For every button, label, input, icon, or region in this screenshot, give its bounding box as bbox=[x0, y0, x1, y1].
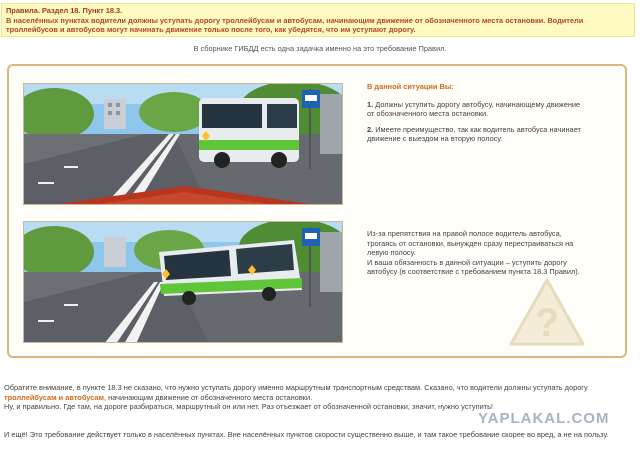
answer-paragraph-1: Из-за препятствия на правой полосе водитель автобуса, трогаясь от остановки, вынужден сразу перестраиваться на левую полосу. bbox=[367, 229, 574, 258]
note-paragraph bbox=[4, 383, 634, 412]
answer-paragraph-2: И ваша обязанность в данной ситуации – уступить дорогу автобусу (в соответствие с требованием пункта 18.3 Правил). bbox=[367, 257, 580, 277]
option-2: 2. Имеете преимущество, так как водитель автобуса начинает движение с выездом на вторую полосу. bbox=[367, 124, 581, 144]
option-1: 1. Должны уступить дорогу автобусу, начинающему движение от обозначенного места остановки. bbox=[367, 99, 581, 119]
quiz-panel bbox=[7, 64, 627, 358]
svg-text:?: ? bbox=[534, 301, 560, 345]
note-line-3: И ещё! Это требование действует только в населённых пунктах. Вне населённых пунктов скорости существенно выше, и там такое требование скорее во вред, а не на пользу. bbox=[4, 430, 609, 439]
note-line-2: Ну, и правильно. Где там, на дороге разбираться, маршрутный он или нет. Раз отъезжает от обозначенной остановки, значит, нужно уступить! bbox=[4, 402, 493, 412]
road-photo-answer bbox=[23, 221, 343, 343]
site-watermark: YAPLAKAL.COM bbox=[478, 410, 610, 427]
note-line-1: Обратите внимание, в пункте 18.3 не сказано, что нужно уступать дорогу именно маршрутным транспортным средствам. Сказано, что водители должны уступать дорогу троллейбусам и автобусам, начинающим движение от обозначенного места остановки. bbox=[4, 383, 588, 402]
rule-title: Правила. Раздел 18. Пункт 18.3. bbox=[6, 6, 123, 15]
question-heading: В данной ситуации Вы: bbox=[367, 82, 454, 91]
intro-text: В сборнике ГИБДД есть одна задачка именно на это требование Правил. bbox=[193, 44, 447, 53]
question-block bbox=[367, 82, 587, 150]
rule-text: В населённых пунктах водители должны уступать дорогу троллейбусам и автобусам, начинающим движение от обозначенного места остановки. Водители троллейбусов и автобусов могут начинать движение только после того, как убедятся, что им уступают дорогу. bbox=[6, 15, 584, 34]
answer-block bbox=[367, 229, 587, 277]
warning-question-icon bbox=[507, 276, 587, 350]
road-photo-question bbox=[23, 83, 343, 205]
rule-box bbox=[1, 3, 635, 37]
